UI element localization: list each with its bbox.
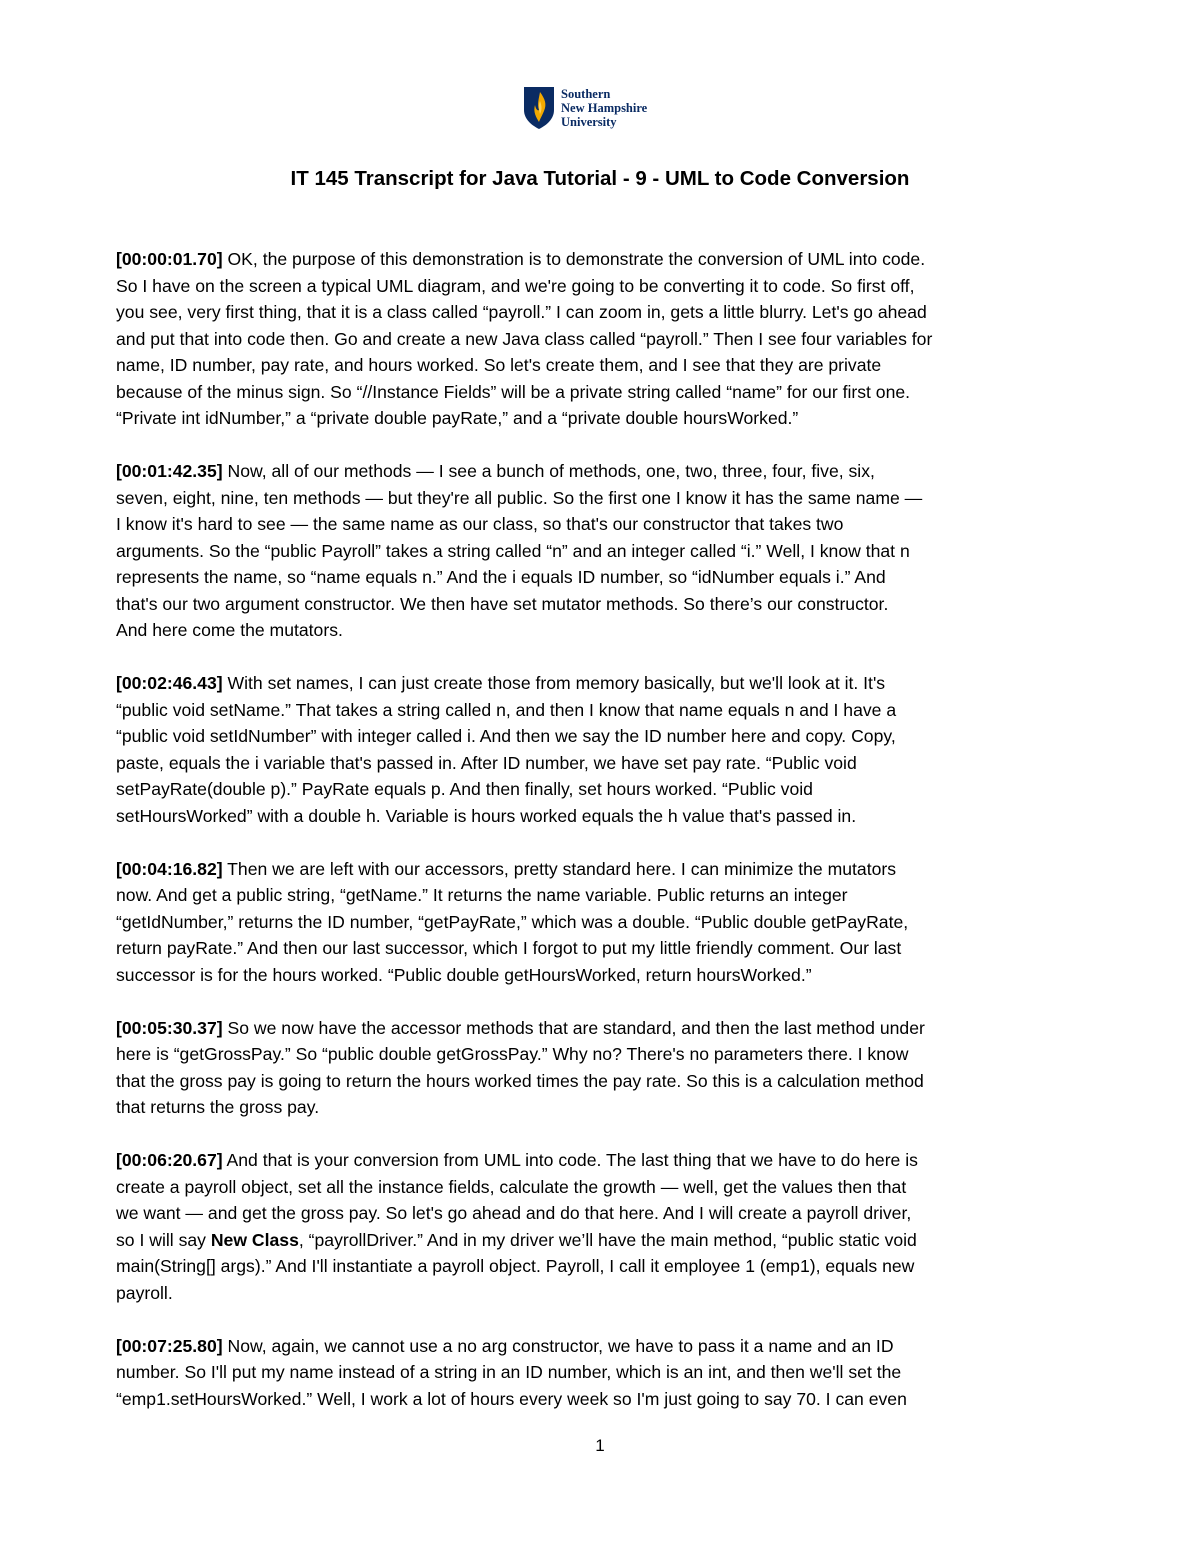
- transcript-paragraph: [116, 856, 1061, 989]
- timestamp: [00:07:25.80]: [116, 1335, 223, 1356]
- paragraph-text: So we now have the accessor methods that are standard, and then the last method under here is “getGrossPay.” So “public double getGrossPay.” Why no? There's no parameters there. I know that the gross pay is going to return the hours worked times the pay rate. So this is a calculation method that returns the gross pay.: [116, 1017, 925, 1117]
- timestamp: [00:05:30.37]: [116, 1017, 223, 1038]
- paragraph-text: With set names, I can just create those from memory basically, but we'll look at it. It's “public void setName.” That takes a string called n, and then I know that name equals n and I have a “public void setIdNumber” with integer called i. And then we say the ID number here and copy. Copy, paste, equals the i variable that's passed in. After ID number, we have set pay rate. “Public void setPayRate(double p).” PayRate equals p. And then finally, set hours worked. “Public void setHoursWorked” with a double h. Variable is hours worked equals the h value that's passed in.: [116, 673, 897, 826]
- logo-line-3: University: [561, 115, 617, 129]
- transcript-body: [116, 246, 1061, 1439]
- timestamp: [00:06:20.67]: [116, 1150, 223, 1170]
- timestamp: [00:04:16.82]: [116, 858, 223, 879]
- transcript-paragraph: [116, 1147, 1061, 1306]
- paragraph-text: OK, the purpose of this demonstration is to demonstrate the conversion of UML into code. So I have on the screen a typical UML diagram, and we're going to be converting it to code. So first off, you see, very first thing, that it is a class called “payroll.” I can zoom in, gets a little blurry. Let's go ahead and put that into code then. Go and create a new Java class called “payroll.” Then I see four variables for name, ID number, pay rate, and hours worked. So let's create them, and I see that they are private because of the minus sign. So “//Instance Fields” will be a private string called “name” for our first one. “Private int idNumber,” a “private double payRate,” and a “private double hoursWorked.”: [116, 249, 933, 428]
- logo-wordmark: [561, 87, 647, 129]
- transcript-paragraph: [116, 1015, 1061, 1121]
- page-number: 1: [595, 1436, 605, 1455]
- paragraph-text: Now, all of our methods — I see a bunch of methods, one, two, three, four, five, six, seven, eight, nine, ten methods — but they're all public. So the first one I know it has the same name — I know it's hard to see — the same name as our class, so that's our constructor that takes two arguments. So the “public Payroll” takes a string called “n” and an integer called “i.” Well, I know that n represents the name, so “name equals n.” And the i equals ID number, so “idNumber equals i.” And that's our two argument constructor. We then have set mutator methods. So there’s our constructor. And here come the mutators.: [116, 461, 923, 640]
- transcript-paragraph: [116, 1333, 1061, 1413]
- shield-flame-icon: [523, 86, 555, 130]
- paragraph-text: Then we are left with our accessors, pretty standard here. I can minimize the mutators now. And get a public string, “getName.” It returns the name variable. Public returns an integer “getIdNumber,” returns the ID number, “getPayRate,” which was a double. “Public double getPayRate, return payRate.” And then our last successor, which I forgot to put my little friendly comment. Our last successor is for the hours worked. “Public double getHoursWorked, return hoursWorked.”: [116, 858, 909, 985]
- timestamp: [00:00:01.70]: [116, 249, 223, 269]
- paragraph-text: And that is your conversion from UML into code. The last thing that we have to do here is create a payroll object, set all the instance fields, calculate the growth — well, get the values then that we want — and get the gross pay. So let's go ahead and do that here. And I will create a payroll driver, so I will say: [116, 1150, 918, 1250]
- document-title: IT 145 Transcript for Java Tutorial - 9 - UML to Code Conversion: [290, 167, 910, 190]
- logo-line-1: Southern: [561, 87, 611, 101]
- timestamp: [00:02:46.43]: [116, 673, 223, 693]
- logo-line-2: New Hampshire: [561, 101, 648, 115]
- university-logo: [523, 86, 693, 134]
- paragraph-text-continued: , “payrollDriver.” And in my driver we’ll have the main method, “public static void main(String[] args).” And I'll instantiate a payroll object. Payroll, I call it employee 1 (emp1), equals new payroll.: [116, 1229, 917, 1303]
- transcript-paragraph: [116, 670, 1061, 829]
- paragraph-text: Now, again, we cannot use a no arg constructor, we have to pass it a name and an ID number. So I'll put my name instead of a string in an ID number, which is an int, and then we'll set the “emp1.setHoursWorked.” Well, I work a lot of hours every week so I'm just going to say 70. I can even: [116, 1335, 907, 1409]
- transcript-paragraph: [116, 458, 1061, 644]
- timestamp: [00:01:42.35]: [116, 461, 223, 481]
- bold-phrase: New Class: [210, 1229, 299, 1250]
- transcript-paragraph: [116, 246, 1061, 432]
